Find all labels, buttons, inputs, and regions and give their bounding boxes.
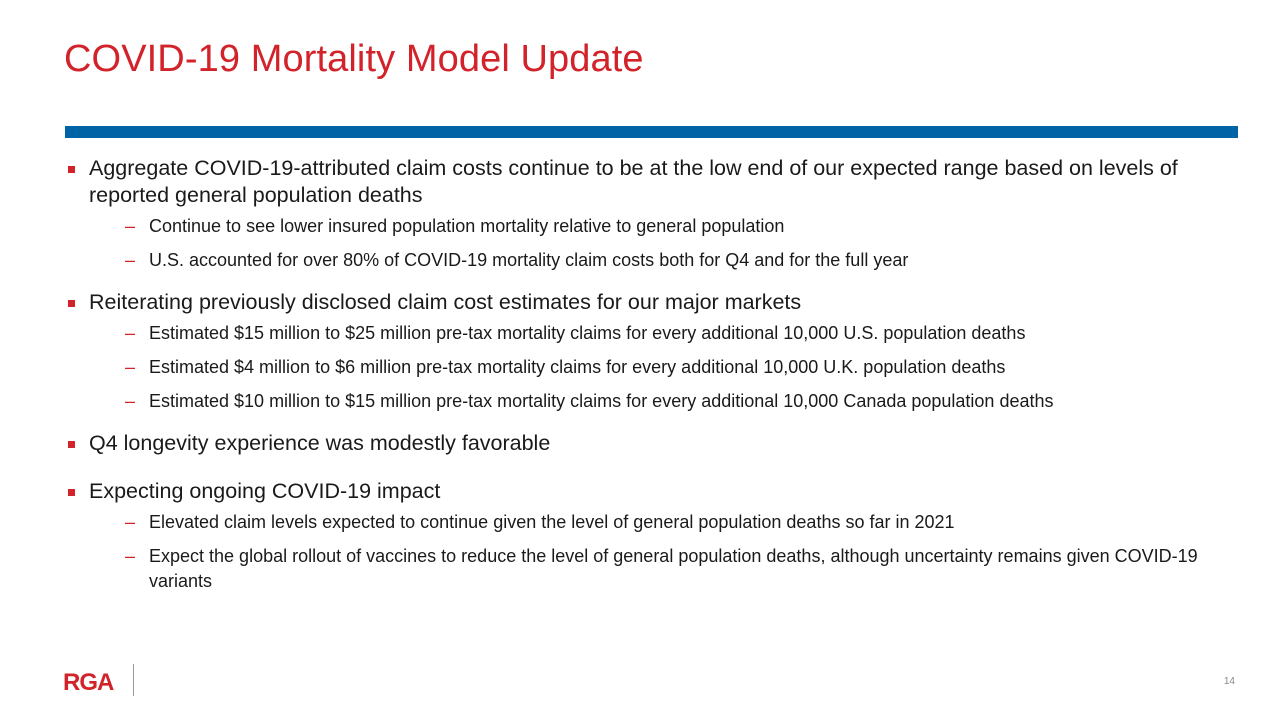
rga-logo <box>63 665 121 697</box>
sub-bullet-text: Estimated $4 million to $6 million pre-tax mortality claims for every additional 10,000 U.K. population deaths <box>149 357 1006 377</box>
bullet-list <box>65 155 1225 603</box>
sub-bullet-text: Expect the global rollout of vaccines to reduce the level of general population deaths, although uncertainty remains given COVID-19 variants <box>149 546 1198 591</box>
title-divider <box>65 126 1238 138</box>
dash-icon: – <box>125 391 136 411</box>
slide-title: COVID-19 Mortality Model Update <box>64 38 644 80</box>
sub-bullet-item <box>125 248 1225 273</box>
bullet-item <box>65 155 1225 282</box>
dash-icon: – <box>125 546 136 566</box>
sub-bullet-text: Elevated claim levels expected to continue given the level of general population deaths so far in 2021 <box>149 512 955 532</box>
sub-bullet-list <box>125 321 1054 414</box>
square-bullet-icon <box>68 441 75 448</box>
bullet-text: Expecting ongoing COVID-19 impact <box>89 479 441 503</box>
dash-icon: – <box>125 512 136 532</box>
sub-bullet-list <box>125 214 1225 273</box>
dash-icon: – <box>125 323 136 343</box>
sub-bullet-item <box>125 321 1054 346</box>
bullet-item <box>65 289 1225 423</box>
sub-bullet-item <box>125 510 1225 535</box>
bullet-text: Reiterating previously disclosed claim cost estimates for our major markets <box>89 290 802 314</box>
sub-bullet-item <box>125 355 1054 380</box>
bullet-text: Aggregate COVID-19-attributed claim costs continue to be at the low end of our expected range based on levels of reported general population deaths <box>89 156 1178 207</box>
bullet-item <box>65 430 1225 471</box>
bullet-text: Q4 longevity experience was modestly favorable <box>89 431 551 455</box>
sub-bullet-text: Estimated $10 million to $15 million pre-tax mortality claims for every additional 10,000 Canada population deaths <box>149 391 1054 411</box>
sub-bullet-text: Estimated $15 million to $25 million pre-tax mortality claims for every additional 10,000 U.S. population deaths <box>149 323 1026 343</box>
dash-icon: – <box>125 357 136 377</box>
sub-bullet-list <box>125 510 1225 594</box>
sub-bullet-item <box>125 214 1225 239</box>
square-bullet-icon <box>68 489 75 496</box>
footer-divider <box>133 664 134 696</box>
sub-bullet-text: U.S. accounted for over 80% of COVID-19 mortality claim costs both for Q4 and for the full year <box>149 250 909 270</box>
page-number: 14 <box>1223 676 1235 687</box>
dash-icon: – <box>125 216 136 236</box>
svg-text:RGA: RGA <box>63 669 114 696</box>
square-bullet-icon <box>68 166 75 173</box>
dash-icon: – <box>125 250 136 270</box>
sub-bullet-item <box>125 544 1225 594</box>
sub-bullet-text: Continue to see lower insured population mortality relative to general population <box>149 216 785 236</box>
square-bullet-icon <box>68 300 75 307</box>
sub-bullet-item <box>125 389 1054 414</box>
bullet-item <box>65 478 1225 603</box>
